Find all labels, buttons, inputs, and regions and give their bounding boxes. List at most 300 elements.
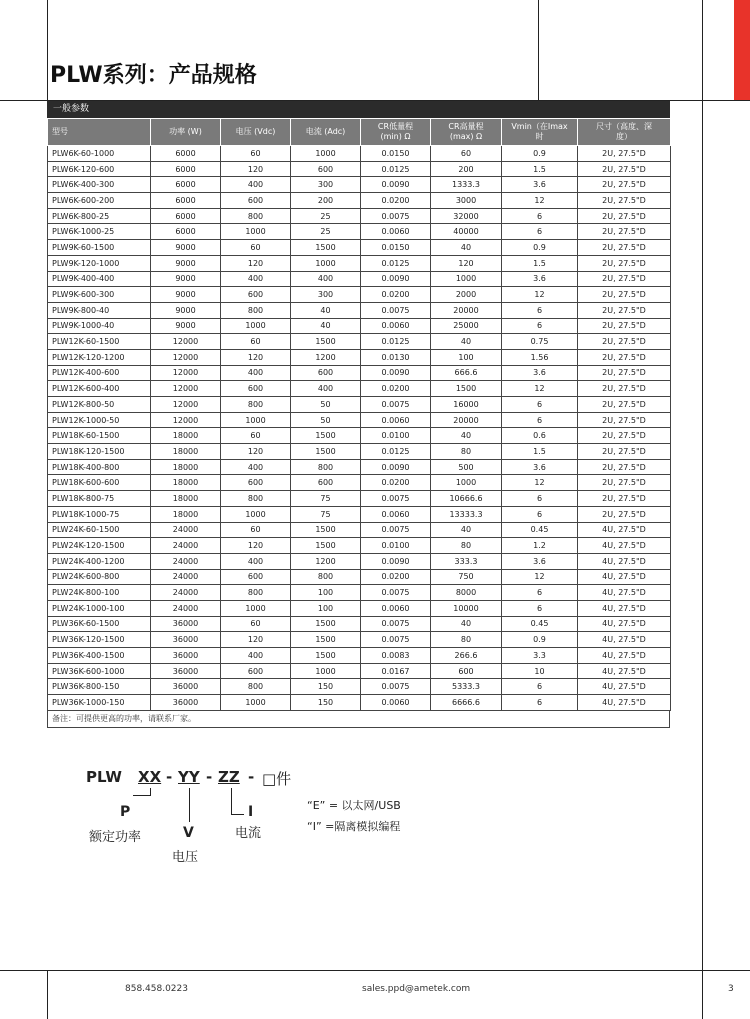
- cell-cr-max: 40000: [431, 224, 502, 240]
- cell-current: 50: [291, 412, 361, 428]
- cell-dimensions: 2U, 27.5"D: [578, 271, 671, 287]
- table-row: [48, 428, 671, 444]
- cell-vmin: 6: [502, 600, 578, 616]
- cell-cr-max: 1500: [431, 381, 502, 397]
- cell-current: 40: [291, 302, 361, 318]
- cell-current: 1500: [291, 648, 361, 664]
- cell-vmin: 0.6: [502, 428, 578, 444]
- cell-vmin: 6: [502, 695, 578, 711]
- cell-cr-max: 13333.3: [431, 506, 502, 522]
- cell-model: PLW12K-120-1200: [48, 349, 151, 365]
- cell-model: PLW24K-1000-100: [48, 600, 151, 616]
- cell-model: PLW24K-60-1500: [48, 522, 151, 538]
- cell-dimensions: 4U, 27.5"D: [578, 600, 671, 616]
- cell-vmin: 3.6: [502, 553, 578, 569]
- cell-vmin: 12: [502, 381, 578, 397]
- table-row: [48, 161, 671, 177]
- cell-cr-max: 25000: [431, 318, 502, 334]
- cell-dimensions: 4U, 27.5"D: [578, 632, 671, 648]
- cell-dimensions: 4U, 27.5"D: [578, 569, 671, 585]
- cell-voltage: 400: [221, 553, 291, 569]
- cell-model: PLW6K-800-25: [48, 208, 151, 224]
- table-row: [48, 632, 671, 648]
- cell-current: 100: [291, 600, 361, 616]
- cell-power: 6000: [151, 161, 221, 177]
- cell-vmin: 6: [502, 224, 578, 240]
- cell-cr-max: 40: [431, 240, 502, 256]
- brand-accent-bar: [734, 0, 750, 100]
- cell-cr-min: 0.0075: [361, 679, 431, 695]
- cell-dimensions: 2U, 27.5"D: [578, 302, 671, 318]
- code-option-box: □件: [262, 770, 292, 788]
- cell-cr-max: 80: [431, 444, 502, 460]
- cell-power: 24000: [151, 538, 221, 554]
- cell-voltage: 1000: [221, 412, 291, 428]
- cell-current: 40: [291, 318, 361, 334]
- cell-voltage: 800: [221, 397, 291, 413]
- cell-cr-max: 333.3: [431, 553, 502, 569]
- cell-power: 9000: [151, 287, 221, 303]
- cell-vmin: 3.6: [502, 271, 578, 287]
- cell-cr-max: 40: [431, 334, 502, 350]
- cell-dimensions: 4U, 27.5"D: [578, 663, 671, 679]
- cell-model: PLW24K-600-800: [48, 569, 151, 585]
- cell-dimensions: 2U, 27.5"D: [578, 255, 671, 271]
- table-row: [48, 491, 671, 507]
- cell-cr-max: 8000: [431, 585, 502, 601]
- cell-voltage: 120: [221, 161, 291, 177]
- cell-power: 36000: [151, 632, 221, 648]
- cell-model: PLW24K-400-1200: [48, 553, 151, 569]
- table-row: [48, 287, 671, 303]
- cell-power: 9000: [151, 240, 221, 256]
- cell-voltage: 800: [221, 679, 291, 695]
- page-number: 3: [728, 984, 734, 994]
- cell-cr-max: 32000: [431, 208, 502, 224]
- cell-cr-min: 0.0075: [361, 397, 431, 413]
- cell-current: 150: [291, 679, 361, 695]
- section-header: 一般参数: [47, 101, 670, 118]
- cell-voltage: 1000: [221, 506, 291, 522]
- cell-current: 300: [291, 287, 361, 303]
- cell-dimensions: 2U, 27.5"D: [578, 397, 671, 413]
- cell-dimensions: 2U, 27.5"D: [578, 365, 671, 381]
- table-row: [48, 381, 671, 397]
- cell-cr-min: 0.0060: [361, 600, 431, 616]
- code-dash-2: -: [206, 768, 213, 786]
- cell-vmin: 1.5: [502, 444, 578, 460]
- cell-cr-min: 0.0060: [361, 224, 431, 240]
- table-row: [48, 459, 671, 475]
- cell-vmin: 12: [502, 287, 578, 303]
- table-row: [48, 349, 671, 365]
- cell-voltage: 600: [221, 663, 291, 679]
- label-p-desc: 额定功率: [89, 830, 142, 845]
- cell-dimensions: 2U, 27.5"D: [578, 412, 671, 428]
- cell-model: PLW12K-400-600: [48, 365, 151, 381]
- cell-voltage: 600: [221, 569, 291, 585]
- cell-cr-min: 0.0075: [361, 616, 431, 632]
- cell-dimensions: 2U, 27.5"D: [578, 459, 671, 475]
- cell-vmin: 6: [502, 302, 578, 318]
- cell-voltage: 120: [221, 632, 291, 648]
- cell-cr-max: 20000: [431, 412, 502, 428]
- cell-vmin: 6: [502, 506, 578, 522]
- cell-current: 1500: [291, 334, 361, 350]
- table-note: 备注：可提供更高的功率，请联系厂家。: [47, 711, 670, 728]
- cell-cr-min: 0.0090: [361, 365, 431, 381]
- cell-voltage: 60: [221, 146, 291, 162]
- cell-cr-max: 10000: [431, 600, 502, 616]
- cell-cr-min: 0.0125: [361, 255, 431, 271]
- cell-voltage: 1000: [221, 600, 291, 616]
- table-row: [48, 695, 671, 711]
- cell-current: 1500: [291, 538, 361, 554]
- col-header-current: 电流 (Adc): [291, 119, 361, 146]
- cell-model: PLW18K-600-600: [48, 475, 151, 491]
- cell-vmin: 0.9: [502, 240, 578, 256]
- cell-power: 12000: [151, 365, 221, 381]
- cell-current: 600: [291, 161, 361, 177]
- spec-table: [47, 118, 671, 711]
- cell-power: 36000: [151, 695, 221, 711]
- cell-voltage: 600: [221, 381, 291, 397]
- cell-current: 1500: [291, 428, 361, 444]
- cell-dimensions: 2U, 27.5"D: [578, 475, 671, 491]
- cell-dimensions: 2U, 27.5"D: [578, 491, 671, 507]
- table-row: [48, 255, 671, 271]
- cell-model: PLW12K-1000-50: [48, 412, 151, 428]
- cell-cr-min: 0.0060: [361, 318, 431, 334]
- cell-current: 1500: [291, 616, 361, 632]
- cell-cr-max: 6666.6: [431, 695, 502, 711]
- cell-cr-min: 0.0075: [361, 302, 431, 318]
- cell-dimensions: 2U, 27.5"D: [578, 506, 671, 522]
- table-row: [48, 334, 671, 350]
- col-header-vmin: Vmin（在Imax 时: [502, 119, 578, 146]
- cell-vmin: 12: [502, 569, 578, 585]
- label-v-desc: 电压: [172, 850, 199, 865]
- col-header-voltage: 电压 (Vdc): [221, 119, 291, 146]
- cell-voltage: 120: [221, 255, 291, 271]
- cell-cr-max: 666.6: [431, 365, 502, 381]
- cell-vmin: 6: [502, 585, 578, 601]
- table-row: [48, 569, 671, 585]
- option-ethernet: “E” = 以太网/USB: [307, 799, 401, 812]
- cell-cr-max: 600: [431, 663, 502, 679]
- cell-voltage: 120: [221, 538, 291, 554]
- cell-model: PLW36K-60-1500: [48, 616, 151, 632]
- code-dash-1: -: [166, 768, 173, 786]
- cell-model: PLW9K-1000-40: [48, 318, 151, 334]
- cell-dimensions: 2U, 27.5"D: [578, 161, 671, 177]
- table-row: [48, 663, 671, 679]
- table-row: [48, 538, 671, 554]
- cell-cr-min: 0.0090: [361, 177, 431, 193]
- cell-cr-min: 0.0200: [361, 287, 431, 303]
- cell-current: 600: [291, 475, 361, 491]
- cell-dimensions: 4U, 27.5"D: [578, 585, 671, 601]
- cell-voltage: 800: [221, 302, 291, 318]
- cell-vmin: 12: [502, 193, 578, 209]
- cell-cr-min: 0.0083: [361, 648, 431, 664]
- table-row: [48, 506, 671, 522]
- cell-current: 1500: [291, 632, 361, 648]
- cell-current: 1500: [291, 240, 361, 256]
- cell-power: 6000: [151, 177, 221, 193]
- cell-power: 6000: [151, 193, 221, 209]
- cell-model: PLW9K-600-300: [48, 287, 151, 303]
- table-row: [48, 553, 671, 569]
- cell-current: 50: [291, 397, 361, 413]
- cell-power: 6000: [151, 208, 221, 224]
- cell-power: 18000: [151, 475, 221, 491]
- cell-dimensions: 2U, 27.5"D: [578, 177, 671, 193]
- frame-line-right: [702, 0, 703, 1019]
- cell-cr-min: 0.0090: [361, 271, 431, 287]
- cell-voltage: 1000: [221, 318, 291, 334]
- cell-cr-min: 0.0125: [361, 334, 431, 350]
- cell-cr-min: 0.0125: [361, 161, 431, 177]
- cell-vmin: 0.75: [502, 334, 578, 350]
- cell-vmin: 0.45: [502, 522, 578, 538]
- cell-dimensions: 2U, 27.5"D: [578, 381, 671, 397]
- cell-cr-max: 20000: [431, 302, 502, 318]
- label-i: I: [248, 804, 254, 820]
- table-row: [48, 616, 671, 632]
- cell-vmin: 3.3: [502, 648, 578, 664]
- cell-cr-max: 40: [431, 616, 502, 632]
- cell-power: 9000: [151, 271, 221, 287]
- cell-current: 25: [291, 208, 361, 224]
- cell-current: 1500: [291, 522, 361, 538]
- cell-current: 300: [291, 177, 361, 193]
- cell-cr-min: 0.0200: [361, 475, 431, 491]
- label-v: V: [183, 825, 194, 841]
- cell-cr-min: 0.0075: [361, 208, 431, 224]
- cell-vmin: 6: [502, 397, 578, 413]
- cell-model: PLW36K-600-1000: [48, 663, 151, 679]
- cell-cr-min: 0.0060: [361, 412, 431, 428]
- footer-email: sales.ppd@ametek.com: [362, 984, 471, 994]
- cell-model: PLW6K-120-600: [48, 161, 151, 177]
- label-i-desc: 电流: [235, 826, 262, 841]
- cell-current: 800: [291, 569, 361, 585]
- cell-model: PLW36K-120-1500: [48, 632, 151, 648]
- table-header-row: [48, 119, 671, 146]
- cell-cr-max: 60: [431, 146, 502, 162]
- table-row: [48, 208, 671, 224]
- cell-voltage: 800: [221, 585, 291, 601]
- cell-model: PLW9K-60-1500: [48, 240, 151, 256]
- cell-cr-max: 200: [431, 161, 502, 177]
- cell-voltage: 800: [221, 491, 291, 507]
- cell-power: 24000: [151, 553, 221, 569]
- cell-current: 25: [291, 224, 361, 240]
- cell-model: PLW9K-120-1000: [48, 255, 151, 271]
- cell-dimensions: 4U, 27.5"D: [578, 695, 671, 711]
- cell-power: 18000: [151, 491, 221, 507]
- cell-cr-max: 80: [431, 632, 502, 648]
- cell-dimensions: 2U, 27.5"D: [578, 349, 671, 365]
- cell-power: 36000: [151, 663, 221, 679]
- cell-dimensions: 2U, 27.5"D: [578, 334, 671, 350]
- cell-voltage: 400: [221, 648, 291, 664]
- label-p: P: [120, 804, 131, 820]
- cell-cr-min: 0.0060: [361, 506, 431, 522]
- code-dash-3: -: [248, 768, 255, 786]
- cell-cr-max: 40: [431, 522, 502, 538]
- cell-vmin: 3.6: [502, 459, 578, 475]
- cell-dimensions: 4U, 27.5"D: [578, 648, 671, 664]
- cell-cr-min: 0.0125: [361, 444, 431, 460]
- cell-voltage: 60: [221, 240, 291, 256]
- table-row: [48, 193, 671, 209]
- cell-cr-max: 80: [431, 538, 502, 554]
- cell-cr-min: 0.0075: [361, 632, 431, 648]
- cell-voltage: 120: [221, 444, 291, 460]
- option-isolated: “I” =隔离模拟编程: [307, 820, 401, 833]
- cell-power: 18000: [151, 506, 221, 522]
- page-title: PLW系列：产品规格: [50, 63, 257, 88]
- cell-power: 12000: [151, 397, 221, 413]
- cell-model: PLW36K-400-1500: [48, 648, 151, 664]
- cell-current: 200: [291, 193, 361, 209]
- cell-cr-min: 0.0200: [361, 381, 431, 397]
- cell-voltage: 400: [221, 459, 291, 475]
- cell-power: 24000: [151, 569, 221, 585]
- cell-model: PLW24K-120-1500: [48, 538, 151, 554]
- cell-dimensions: 2U, 27.5"D: [578, 240, 671, 256]
- cell-voltage: 1000: [221, 695, 291, 711]
- cell-vmin: 12: [502, 475, 578, 491]
- cell-current: 1000: [291, 146, 361, 162]
- cell-model: PLW24K-800-100: [48, 585, 151, 601]
- cell-cr-max: 500: [431, 459, 502, 475]
- cell-model: PLW12K-60-1500: [48, 334, 151, 350]
- cell-power: 24000: [151, 600, 221, 616]
- cell-current: 1000: [291, 255, 361, 271]
- table-row: [48, 271, 671, 287]
- cell-current: 100: [291, 585, 361, 601]
- cell-dimensions: 2U, 27.5"D: [578, 428, 671, 444]
- cell-power: 6000: [151, 224, 221, 240]
- table-row: [48, 397, 671, 413]
- code-prefix: PLW: [86, 768, 122, 786]
- bracket-power: [133, 788, 151, 796]
- cell-cr-max: 2000: [431, 287, 502, 303]
- col-header-model: 型号: [48, 119, 151, 146]
- footer-rule: [0, 970, 750, 971]
- cell-model: PLW9K-400-400: [48, 271, 151, 287]
- cell-voltage: 800: [221, 208, 291, 224]
- cell-power: 12000: [151, 334, 221, 350]
- cell-power: 18000: [151, 444, 221, 460]
- frame-line-top-left: [47, 0, 48, 101]
- cell-power: 12000: [151, 381, 221, 397]
- cell-voltage: 60: [221, 428, 291, 444]
- cell-dimensions: 2U, 27.5"D: [578, 193, 671, 209]
- table-row: [48, 522, 671, 538]
- cell-power: 9000: [151, 255, 221, 271]
- cell-dimensions: 4U, 27.5"D: [578, 616, 671, 632]
- cell-cr-min: 0.0075: [361, 491, 431, 507]
- frame-line-bottom-left: [47, 970, 48, 1019]
- cell-current: 600: [291, 365, 361, 381]
- table-row: [48, 146, 671, 162]
- spec-table-container: [47, 101, 670, 728]
- table-row: [48, 224, 671, 240]
- cell-dimensions: 2U, 27.5"D: [578, 146, 671, 162]
- cell-cr-min: 0.0150: [361, 240, 431, 256]
- cell-cr-max: 1000: [431, 475, 502, 491]
- cell-voltage: 400: [221, 271, 291, 287]
- cell-cr-max: 750: [431, 569, 502, 585]
- cell-cr-min: 0.0100: [361, 538, 431, 554]
- cell-current: 1000: [291, 663, 361, 679]
- cell-vmin: 3.6: [502, 365, 578, 381]
- cell-model: PLW6K-60-1000: [48, 146, 151, 162]
- cell-dimensions: 2U, 27.5"D: [578, 444, 671, 460]
- cell-current: 400: [291, 271, 361, 287]
- cell-dimensions: 2U, 27.5"D: [578, 287, 671, 303]
- cell-vmin: 0.45: [502, 616, 578, 632]
- cell-vmin: 1.2: [502, 538, 578, 554]
- cell-vmin: 3.6: [502, 177, 578, 193]
- cell-model: PLW36K-800-150: [48, 679, 151, 695]
- code-seg-voltage: YY: [178, 768, 200, 786]
- cell-dimensions: 4U, 27.5"D: [578, 522, 671, 538]
- cell-power: 24000: [151, 522, 221, 538]
- table-row: [48, 240, 671, 256]
- cell-power: 9000: [151, 302, 221, 318]
- cell-voltage: 400: [221, 177, 291, 193]
- cell-power: 36000: [151, 679, 221, 695]
- cell-cr-min: 0.0130: [361, 349, 431, 365]
- bracket-current: [231, 788, 244, 815]
- table-row: [48, 679, 671, 695]
- cell-model: PLW12K-600-400: [48, 381, 151, 397]
- cell-voltage: 60: [221, 616, 291, 632]
- cell-voltage: 600: [221, 475, 291, 491]
- cell-dimensions: 4U, 27.5"D: [578, 553, 671, 569]
- cell-vmin: 6: [502, 412, 578, 428]
- cell-model: PLW12K-800-50: [48, 397, 151, 413]
- cell-vmin: 6: [502, 318, 578, 334]
- bracket-voltage: [189, 788, 191, 822]
- cell-cr-min: 0.0167: [361, 663, 431, 679]
- cell-cr-min: 0.0060: [361, 695, 431, 711]
- cell-model: PLW18K-800-75: [48, 491, 151, 507]
- cell-voltage: 60: [221, 522, 291, 538]
- cell-vmin: 10: [502, 663, 578, 679]
- cell-model: PLW6K-400-300: [48, 177, 151, 193]
- table-row: [48, 600, 671, 616]
- cell-vmin: 6: [502, 491, 578, 507]
- cell-vmin: 6: [502, 208, 578, 224]
- cell-cr-max: 266.6: [431, 648, 502, 664]
- cell-current: 1200: [291, 349, 361, 365]
- cell-power: 6000: [151, 146, 221, 162]
- cell-model: PLW18K-1000-75: [48, 506, 151, 522]
- cell-current: 1500: [291, 444, 361, 460]
- col-header-cr-min: CR低量程 (min) Ω: [361, 119, 431, 146]
- cell-voltage: 1000: [221, 224, 291, 240]
- cell-current: 75: [291, 491, 361, 507]
- cell-power: 36000: [151, 648, 221, 664]
- cell-model: PLW36K-1000-150: [48, 695, 151, 711]
- cell-vmin: 1.56: [502, 349, 578, 365]
